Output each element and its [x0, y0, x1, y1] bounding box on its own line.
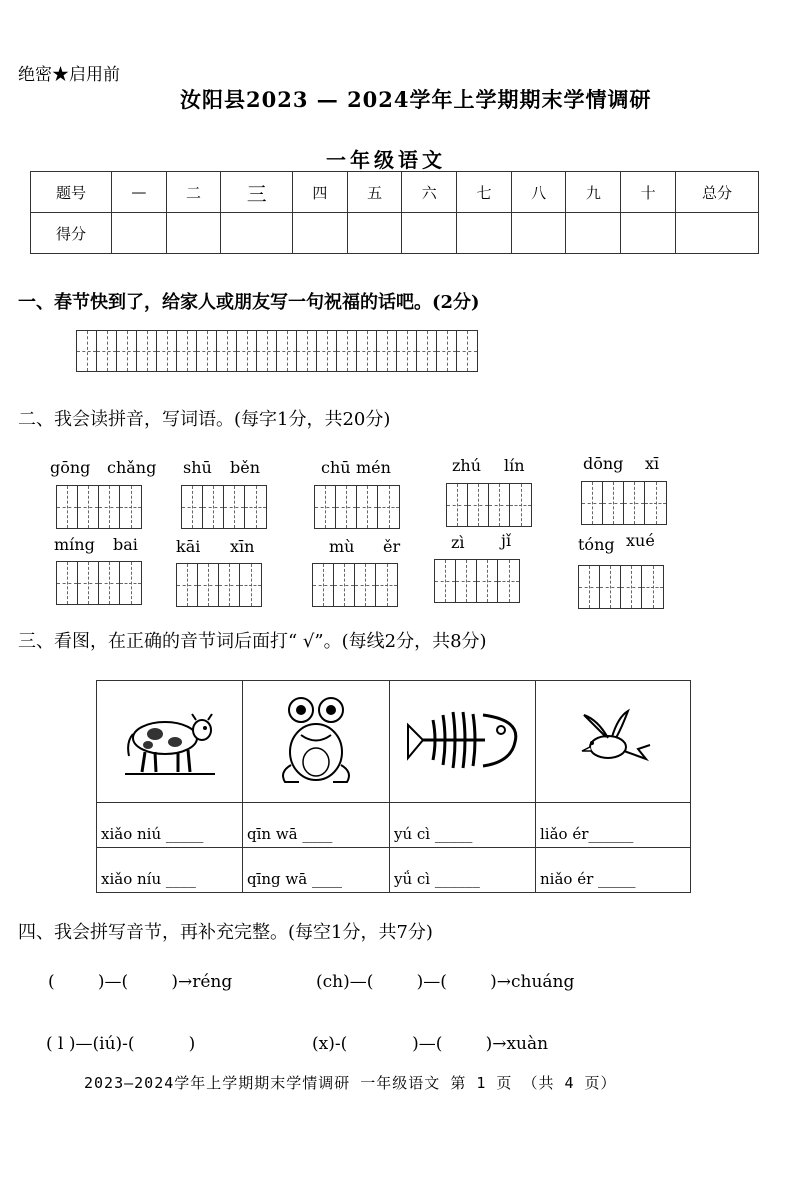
- pinyin: chǎng: [107, 458, 157, 477]
- writing-box[interactable]: [581, 481, 667, 525]
- score-head-cell: 四: [293, 172, 348, 213]
- pinyin: kāi: [176, 537, 201, 556]
- option-cell[interactable]: niǎo ér _____: [536, 848, 691, 893]
- grid-cell[interactable]: [257, 331, 277, 371]
- option-cell[interactable]: qīng wā ____: [243, 848, 390, 893]
- score-field[interactable]: [293, 213, 348, 254]
- score-field[interactable]: [676, 213, 759, 254]
- score-label: 得分: [31, 213, 112, 254]
- score-head-cell: 总分: [676, 172, 759, 213]
- option-cell[interactable]: xiǎo níu ____: [97, 848, 243, 893]
- score-head-cell: 十: [621, 172, 676, 213]
- grid-cell[interactable]: [417, 331, 437, 371]
- writing-box[interactable]: [56, 485, 142, 529]
- score-field[interactable]: [402, 213, 457, 254]
- grid-cell[interactable]: [237, 331, 257, 371]
- grid-cell[interactable]: [337, 331, 357, 371]
- score-head-cell: 八: [511, 172, 566, 213]
- pinyin: dōng: [583, 454, 624, 473]
- cow-icon: [120, 700, 220, 780]
- score-field[interactable]: [566, 213, 621, 254]
- option-cell[interactable]: xiǎo niú _____: [97, 803, 243, 848]
- score-field[interactable]: [457, 213, 512, 254]
- question-2-prompt: 二、我会读拼音，写词语。(每字1分，共20分): [18, 409, 391, 430]
- frog-picture: [243, 681, 390, 803]
- writing-box[interactable]: [578, 565, 664, 609]
- option-cell[interactable]: liǎo ér______: [536, 803, 691, 848]
- score-table: [30, 171, 759, 254]
- pinyin: jǐ: [501, 531, 512, 550]
- grid-cell[interactable]: [457, 331, 477, 371]
- grid-cell[interactable]: [177, 331, 197, 371]
- fishbone-picture: [390, 681, 536, 803]
- pinyin: zì: [451, 533, 465, 552]
- writing-box[interactable]: [434, 559, 520, 603]
- score-field[interactable]: [347, 213, 402, 254]
- option-cell[interactable]: yú cì _____: [390, 803, 536, 848]
- grid-cell[interactable]: [97, 331, 117, 371]
- score-head-cell: 题号: [31, 172, 112, 213]
- score-header-row: [31, 172, 759, 213]
- pinyin: běn: [230, 458, 261, 477]
- q4-line2-left[interactable]: ( l )—(iú)-( ): [46, 1034, 196, 1054]
- question-4-prompt: 四、我会拼写音节，再补充完整。(每空1分，共7分): [18, 922, 433, 943]
- score-head-cell: 九: [566, 172, 621, 213]
- pinyin: chū: [321, 458, 351, 477]
- exam-subtitle: 一年级语文: [326, 148, 446, 172]
- grid-cell[interactable]: [277, 331, 297, 371]
- grid-cell[interactable]: [357, 331, 377, 371]
- grid-cell[interactable]: [157, 331, 177, 371]
- exam-title: 汝阳县2023 — 2024学年上学期期末学情调研: [180, 87, 652, 112]
- q4-line1-left[interactable]: ( )—( )→réng: [48, 972, 233, 992]
- pinyin: xī: [645, 454, 660, 473]
- pinyin: zhú: [452, 456, 482, 475]
- score-head-cell: 七: [457, 172, 512, 213]
- cow-picture: [97, 681, 243, 803]
- page-footer: 2023—2024学年上学期期末学情调研 一年级语文 第 1 页 （共 4 页）: [84, 1074, 617, 1092]
- q1-writing-grid[interactable]: [76, 330, 478, 372]
- pinyin: tóng: [578, 535, 615, 554]
- writing-box[interactable]: [314, 485, 400, 529]
- writing-box[interactable]: [312, 563, 398, 607]
- grid-cell[interactable]: [77, 331, 97, 371]
- option-cell[interactable]: qīn wā ____: [243, 803, 390, 848]
- score-value-row: [31, 213, 759, 254]
- writing-box[interactable]: [176, 563, 262, 607]
- grid-cell[interactable]: [297, 331, 317, 371]
- pinyin: gōng: [50, 458, 91, 477]
- picture-choice-table: [96, 680, 691, 893]
- writing-box[interactable]: [181, 485, 267, 529]
- pinyin: mù: [329, 537, 355, 556]
- grid-cell[interactable]: [217, 331, 237, 371]
- question-1-prompt: 一、春节快到了，给家人或朋友写一句祝福的话吧。(2分): [18, 292, 480, 313]
- confidential-mark: 绝密★启用前: [18, 65, 120, 85]
- q4-line1-right[interactable]: (ch)—( )—( )→chuáng: [316, 972, 575, 992]
- grid-cell[interactable]: [117, 331, 137, 371]
- writing-box[interactable]: [446, 483, 532, 527]
- pinyin: ěr: [383, 537, 401, 556]
- pinyin: shū: [183, 458, 212, 477]
- grid-cell[interactable]: [437, 331, 457, 371]
- pinyin: xué: [626, 531, 655, 550]
- score-field[interactable]: [166, 213, 221, 254]
- q4-line2-right[interactable]: (x)-( )—( )→xuàn: [312, 1034, 549, 1054]
- grid-cell[interactable]: [377, 331, 397, 371]
- score-field[interactable]: [221, 213, 293, 254]
- pinyin: bai: [113, 535, 138, 554]
- pinyin: lín: [504, 456, 525, 475]
- bird-picture: [536, 681, 691, 803]
- grid-cell[interactable]: [397, 331, 417, 371]
- writing-box[interactable]: [56, 561, 142, 605]
- option-cell[interactable]: yǘ cì ______: [390, 848, 536, 893]
- score-field[interactable]: [621, 213, 676, 254]
- question-3-prompt: 三、看图，在正确的音节词后面打“ √”。(每线2分，共8分): [18, 631, 487, 652]
- score-head-cell: 五: [347, 172, 402, 213]
- score-field[interactable]: [511, 213, 566, 254]
- grid-cell[interactable]: [137, 331, 157, 371]
- pinyin: mén: [356, 458, 391, 477]
- pinyin: xīn: [230, 537, 255, 556]
- score-head-cell: 三: [221, 172, 293, 213]
- score-field[interactable]: [112, 213, 167, 254]
- score-head-cell: 六: [402, 172, 457, 213]
- score-head-cell: —: [112, 172, 167, 213]
- score-head-cell: 二: [166, 172, 221, 213]
- grid-cell[interactable]: [197, 331, 217, 371]
- bird-icon: [568, 705, 658, 775]
- grid-cell[interactable]: [317, 331, 337, 371]
- fish-bone-icon: [403, 700, 523, 780]
- pinyin: míng: [54, 535, 95, 554]
- frog-icon: [271, 690, 361, 790]
